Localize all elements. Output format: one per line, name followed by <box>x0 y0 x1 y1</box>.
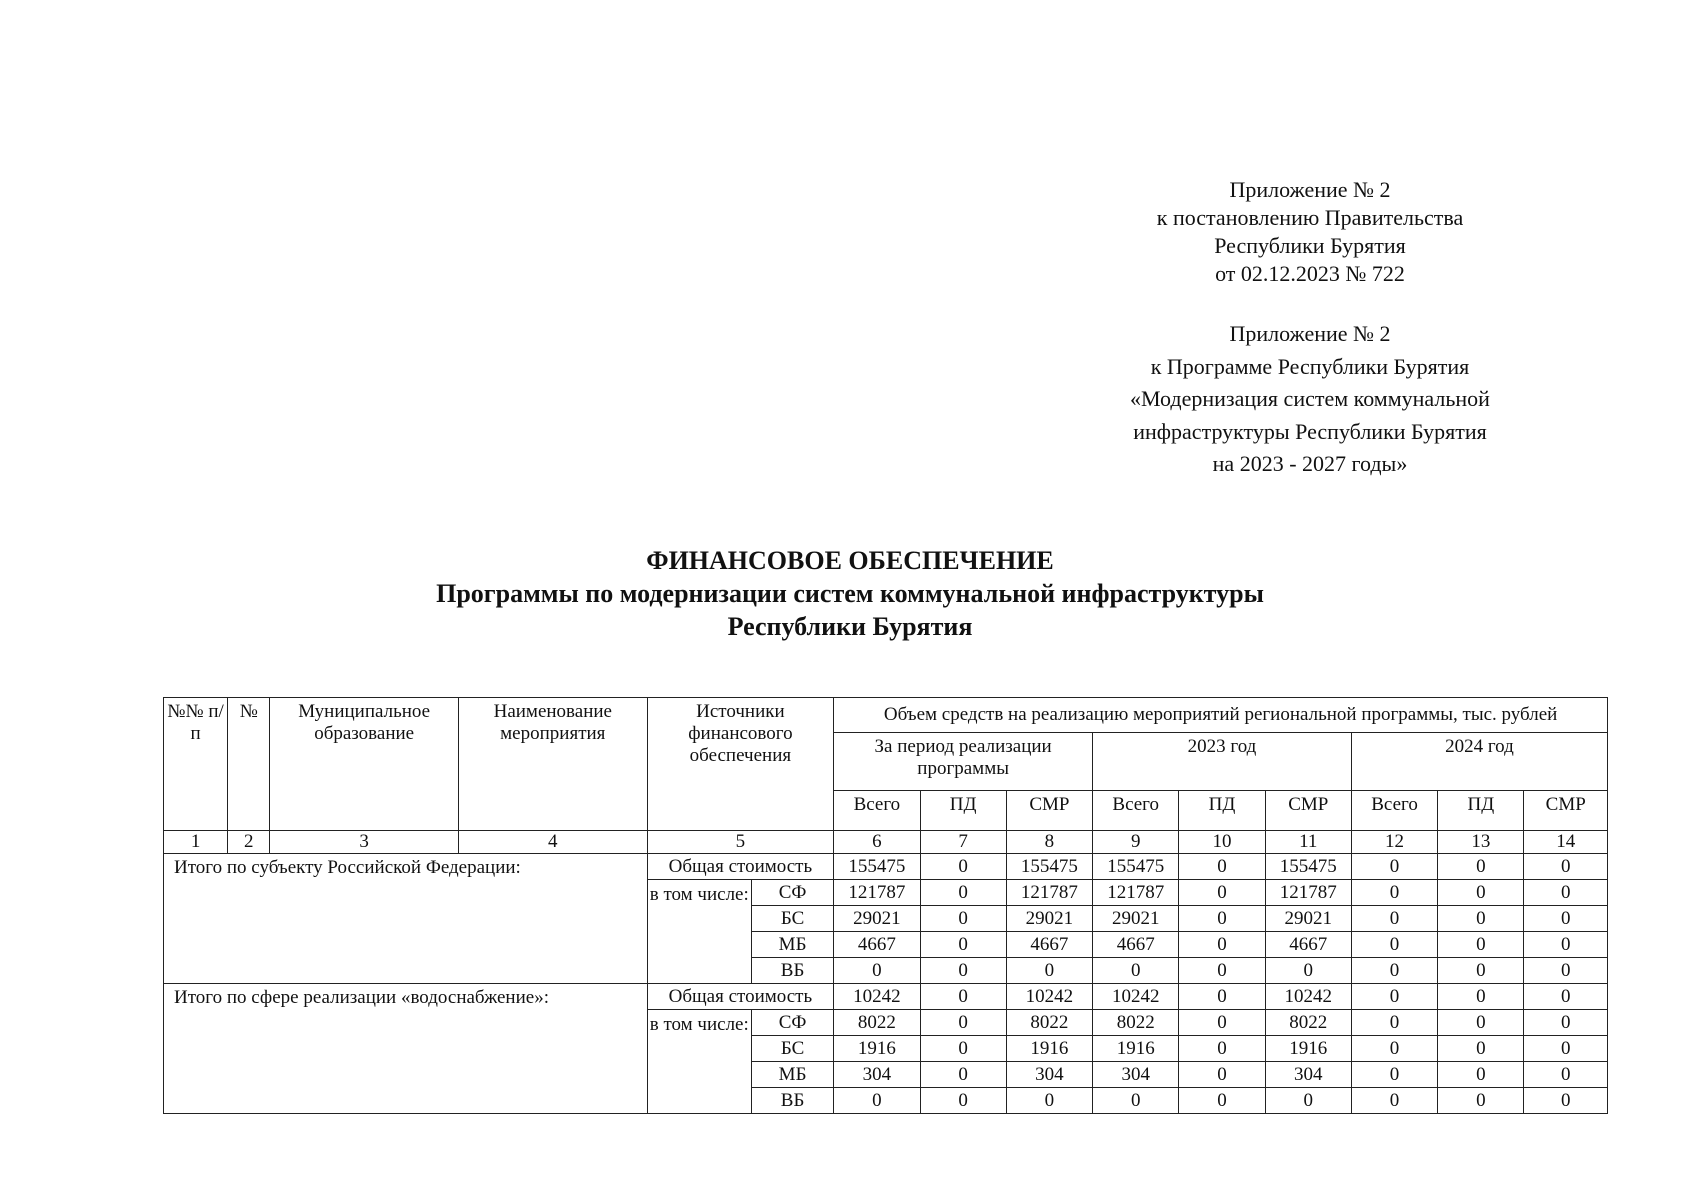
header-sub-column: СМР <box>1524 791 1608 831</box>
value-cell: 0 <box>1351 1062 1437 1088</box>
value-cell: 0 <box>1524 854 1608 880</box>
value-cell: 0 <box>920 906 1006 932</box>
value-cell: 0 <box>1438 906 1524 932</box>
table-row <box>164 854 1608 880</box>
value-cell: 0 <box>1524 1088 1608 1114</box>
value-cell: 0 <box>1438 1010 1524 1036</box>
value-cell: 29021 <box>1093 906 1179 932</box>
value-cell: 0 <box>920 1010 1006 1036</box>
column-number: 9 <box>1093 831 1179 854</box>
value-cell: 0 <box>920 932 1006 958</box>
value-cell: 0 <box>1006 958 1092 984</box>
value-cell: 155475 <box>834 854 920 880</box>
value-cell: 0 <box>920 880 1006 906</box>
value-cell: 0 <box>920 854 1006 880</box>
appendix-header-program <box>1090 318 1530 481</box>
value-cell: 4667 <box>1265 932 1351 958</box>
value-cell: 0 <box>920 1088 1006 1114</box>
value-cell: 4667 <box>1093 932 1179 958</box>
value-cell: 0 <box>1179 1010 1265 1036</box>
value-cell: 0 <box>1179 1088 1265 1114</box>
value-cell: 121787 <box>1093 880 1179 906</box>
value-cell: 0 <box>1179 984 1265 1010</box>
value-cell: 0 <box>834 1088 920 1114</box>
value-cell: 0 <box>1179 1036 1265 1062</box>
value-cell: 0 <box>1438 958 1524 984</box>
value-cell: 29021 <box>1006 906 1092 932</box>
total-cost-label: Общая стоимость <box>647 854 834 880</box>
value-cell: 0 <box>1179 880 1265 906</box>
value-cell: 4667 <box>834 932 920 958</box>
value-cell: 0 <box>1351 1088 1437 1114</box>
header-sub-column: СМР <box>1265 791 1351 831</box>
value-cell: 0 <box>1438 1036 1524 1062</box>
value-cell: 1916 <box>834 1036 920 1062</box>
value-cell: 8022 <box>1093 1010 1179 1036</box>
value-cell: 304 <box>834 1062 920 1088</box>
header-sub-column: СМР <box>1006 791 1092 831</box>
financing-table <box>163 697 1608 1114</box>
header-volume: Объем средств на реализацию мероприятий региональной программы, тыс. рублей <box>834 698 1608 733</box>
value-cell: 155475 <box>1265 854 1351 880</box>
value-cell: 10242 <box>834 984 920 1010</box>
header-year-2024: 2024 год <box>1351 733 1607 791</box>
header-activity: Наименование мероприятия <box>458 698 647 831</box>
value-cell: 0 <box>1351 880 1437 906</box>
value-cell: 0 <box>920 958 1006 984</box>
value-cell: 0 <box>1265 1088 1351 1114</box>
value-cell: 10242 <box>1093 984 1179 1010</box>
column-number: 7 <box>920 831 1006 854</box>
header-period-total: За период реализации программы <box>834 733 1093 791</box>
value-cell: 29021 <box>834 906 920 932</box>
value-cell: 0 <box>1524 1036 1608 1062</box>
title-line: Программы по модернизации систем коммунальной инфраструктуры <box>436 579 1264 608</box>
title-line: ФИНАНСОВОЕ ОБЕСПЕЧЕНИЕ <box>646 546 1054 575</box>
source-code: СФ <box>751 880 833 906</box>
header-no-pp: №№ п/п <box>164 698 228 831</box>
value-cell: 304 <box>1265 1062 1351 1088</box>
source-code: МБ <box>751 932 833 958</box>
value-cell: 304 <box>1006 1062 1092 1088</box>
table-row <box>164 984 1608 1010</box>
value-cell: 0 <box>920 1036 1006 1062</box>
appendix-line: Республики Бурятия <box>1214 233 1406 258</box>
value-cell: 0 <box>1524 958 1608 984</box>
section-label: Итого по сфере реализации «водоснабжение»: <box>164 984 648 1114</box>
header-no: № <box>228 698 270 831</box>
header-sub-column: Всего <box>1351 791 1437 831</box>
value-cell: 0 <box>1179 932 1265 958</box>
value-cell: 0 <box>1438 984 1524 1010</box>
source-code: БС <box>751 906 833 932</box>
header-sub-column: Всего <box>1093 791 1179 831</box>
including-label: в том числе: <box>647 1010 751 1114</box>
value-cell: 0 <box>1524 984 1608 1010</box>
value-cell: 0 <box>1351 1036 1437 1062</box>
value-cell: 1916 <box>1265 1036 1351 1062</box>
value-cell: 0 <box>1524 1010 1608 1036</box>
header-year-2023: 2023 год <box>1093 733 1352 791</box>
value-cell: 8022 <box>1265 1010 1351 1036</box>
value-cell: 0 <box>1524 880 1608 906</box>
value-cell: 0 <box>1179 906 1265 932</box>
source-code: ВБ <box>751 958 833 984</box>
source-code: МБ <box>751 1062 833 1088</box>
appendix-line: от 02.12.2023 № 722 <box>1215 261 1405 286</box>
appendix-line: Приложение № 2 <box>1229 177 1391 202</box>
value-cell: 29021 <box>1265 906 1351 932</box>
appendix-line: на 2023 - 2027 годы» <box>1212 451 1408 476</box>
appendix-line: «Модернизация систем коммунальной <box>1130 386 1490 411</box>
title-line: Республики Бурятия <box>727 612 973 641</box>
value-cell: 0 <box>1438 880 1524 906</box>
value-cell: 8022 <box>1006 1010 1092 1036</box>
value-cell: 0 <box>1438 1088 1524 1114</box>
value-cell: 155475 <box>1093 854 1179 880</box>
value-cell: 0 <box>1351 1010 1437 1036</box>
column-number: 14 <box>1524 831 1608 854</box>
value-cell: 121787 <box>834 880 920 906</box>
value-cell: 0 <box>1093 958 1179 984</box>
value-cell: 0 <box>920 1062 1006 1088</box>
column-number: 8 <box>1006 831 1092 854</box>
column-number: 2 <box>228 831 270 854</box>
value-cell: 0 <box>834 958 920 984</box>
value-cell: 0 <box>1438 932 1524 958</box>
value-cell: 1916 <box>1093 1036 1179 1062</box>
column-number: 10 <box>1179 831 1265 854</box>
column-number: 6 <box>834 831 920 854</box>
value-cell: 155475 <box>1006 854 1092 880</box>
value-cell: 0 <box>1524 1062 1608 1088</box>
value-cell: 0 <box>1438 854 1524 880</box>
header-sub-column: ПД <box>1438 791 1524 831</box>
value-cell: 0 <box>1351 932 1437 958</box>
source-code: СФ <box>751 1010 833 1036</box>
value-cell: 10242 <box>1265 984 1351 1010</box>
value-cell: 1916 <box>1006 1036 1092 1062</box>
column-number: 13 <box>1438 831 1524 854</box>
column-number: 12 <box>1351 831 1437 854</box>
appendix-line: инфраструктуры Республики Бурятия <box>1133 418 1487 444</box>
value-cell: 0 <box>1265 958 1351 984</box>
header-sub-column: Всего <box>834 791 920 831</box>
value-cell: 0 <box>1524 932 1608 958</box>
value-cell: 0 <box>1179 854 1265 880</box>
value-cell: 10242 <box>1006 984 1092 1010</box>
value-cell: 4667 <box>1006 932 1092 958</box>
value-cell: 0 <box>1351 984 1437 1010</box>
value-cell: 0 <box>1179 1062 1265 1088</box>
source-code: БС <box>751 1036 833 1062</box>
column-number: 5 <box>647 831 834 854</box>
value-cell: 304 <box>1093 1062 1179 1088</box>
column-number: 1 <box>164 831 228 854</box>
header-sub-column: ПД <box>1179 791 1265 831</box>
value-cell: 8022 <box>834 1010 920 1036</box>
value-cell: 0 <box>1524 906 1608 932</box>
source-code: ВБ <box>751 1088 833 1114</box>
header-sources: Источники финансового обеспечения <box>647 698 834 831</box>
value-cell: 121787 <box>1006 880 1092 906</box>
value-cell: 0 <box>1179 958 1265 984</box>
appendix-header-resolution <box>1110 176 1510 288</box>
value-cell: 0 <box>1006 1088 1092 1114</box>
including-label: в том числе: <box>647 880 751 984</box>
header-sub-column: ПД <box>920 791 1006 831</box>
column-number: 3 <box>270 831 459 854</box>
total-cost-label: Общая стоимость <box>647 984 834 1010</box>
header-municipality: Муниципальное образование <box>270 698 459 831</box>
appendix-line: к Программе Республики Бурятия <box>1150 353 1470 379</box>
value-cell: 0 <box>1351 854 1437 880</box>
value-cell: 0 <box>920 984 1006 1010</box>
column-number: 4 <box>458 831 647 854</box>
section-label: Итого по субъекту Российской Федерации: <box>164 854 648 984</box>
value-cell: 0 <box>1093 1088 1179 1114</box>
value-cell: 0 <box>1351 958 1437 984</box>
value-cell: 0 <box>1351 906 1437 932</box>
appendix-line: к постановлению Правительства <box>1156 205 1464 230</box>
column-number: 11 <box>1265 831 1351 854</box>
value-cell: 121787 <box>1265 880 1351 906</box>
document-title <box>360 544 1340 643</box>
value-cell: 0 <box>1438 1062 1524 1088</box>
appendix-line: Приложение № 2 <box>1229 321 1391 346</box>
